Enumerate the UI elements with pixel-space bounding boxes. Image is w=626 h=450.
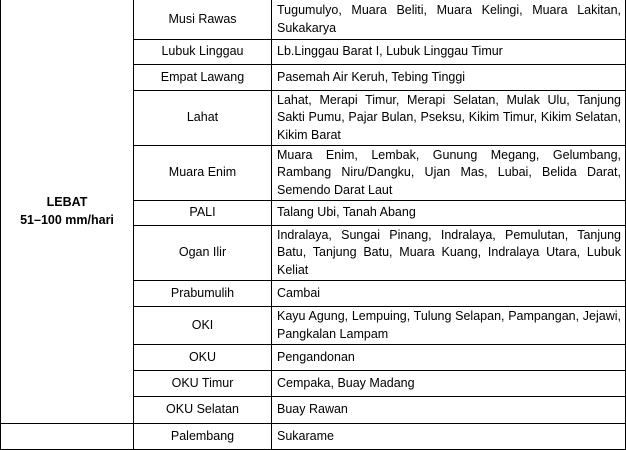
- districts-cell: Indralaya, Sungai Pinang, Indralaya, Pemulutan, Tanjung Batu, Tanjung Batu, Muara Kuang, Indralaya Utara, Lubuk Keliat: [272, 226, 626, 281]
- districts-cell: Muara Enim, Lembak, Gunung Megang, Gelumbang, Rambang Niru/Dangku, Ujan Mas, Lubai, Belida Darat, Semendo Darat Laut: [272, 146, 626, 201]
- category-range: 51–100 mm/hari: [20, 212, 114, 227]
- districts-cell: Tugumulyo, Muara Beliti, Muara Kelingi, Muara Lakitan, Sukakarya: [272, 0, 626, 40]
- region-cell: Lahat: [134, 91, 272, 146]
- districts-cell: Buay Rawan: [272, 397, 626, 424]
- districts-cell: Sukarame: [272, 424, 626, 450]
- next-category-cell: [1, 424, 134, 450]
- region-cell: OKU: [134, 345, 272, 371]
- region-cell: Musi Rawas: [134, 0, 272, 40]
- districts-cell: Lahat, Merapi Timur, Merapi Selatan, Mulak Ulu, Tanjung Sakti Pumu, Pajar Bulan, Pseksu, Kikim Timur, Kikim Selatan, Kikim Barat: [272, 91, 626, 146]
- region-cell: OKU Selatan: [134, 397, 272, 424]
- category-cell: [1, 0, 134, 424]
- region-cell: Muara Enim: [134, 146, 272, 201]
- region-cell: Lubuk Linggau: [134, 40, 272, 65]
- districts-cell: Lb.Linggau Barat I, Lubuk Linggau Timur: [272, 40, 626, 65]
- districts-cell: Cambai: [272, 281, 626, 307]
- table-row: [1, 424, 626, 450]
- region-cell: PALI: [134, 201, 272, 226]
- region-cell: Empat Lawang: [134, 65, 272, 91]
- region-cell: Prabumulih: [134, 281, 272, 307]
- region-cell: OKI: [134, 307, 272, 345]
- districts-cell: Talang Ubi, Tanah Abang: [272, 201, 626, 226]
- region-cell: Palembang: [134, 424, 272, 450]
- category-name: LEBAT: [46, 195, 88, 209]
- districts-cell: Pasemah Air Keruh, Tebing Tinggi: [272, 65, 626, 91]
- districts-cell: Kayu Agung, Lempuing, Tulung Selapan, Pampangan, Jejawi, Pangkalan Lampam: [272, 307, 626, 345]
- districts-cell: Pengandonan: [272, 345, 626, 371]
- region-cell: Ogan Ilir: [134, 226, 272, 281]
- districts-cell: Cempaka, Buay Madang: [272, 371, 626, 397]
- region-cell: OKU Timur: [134, 371, 272, 397]
- table-row: [1, 0, 626, 40]
